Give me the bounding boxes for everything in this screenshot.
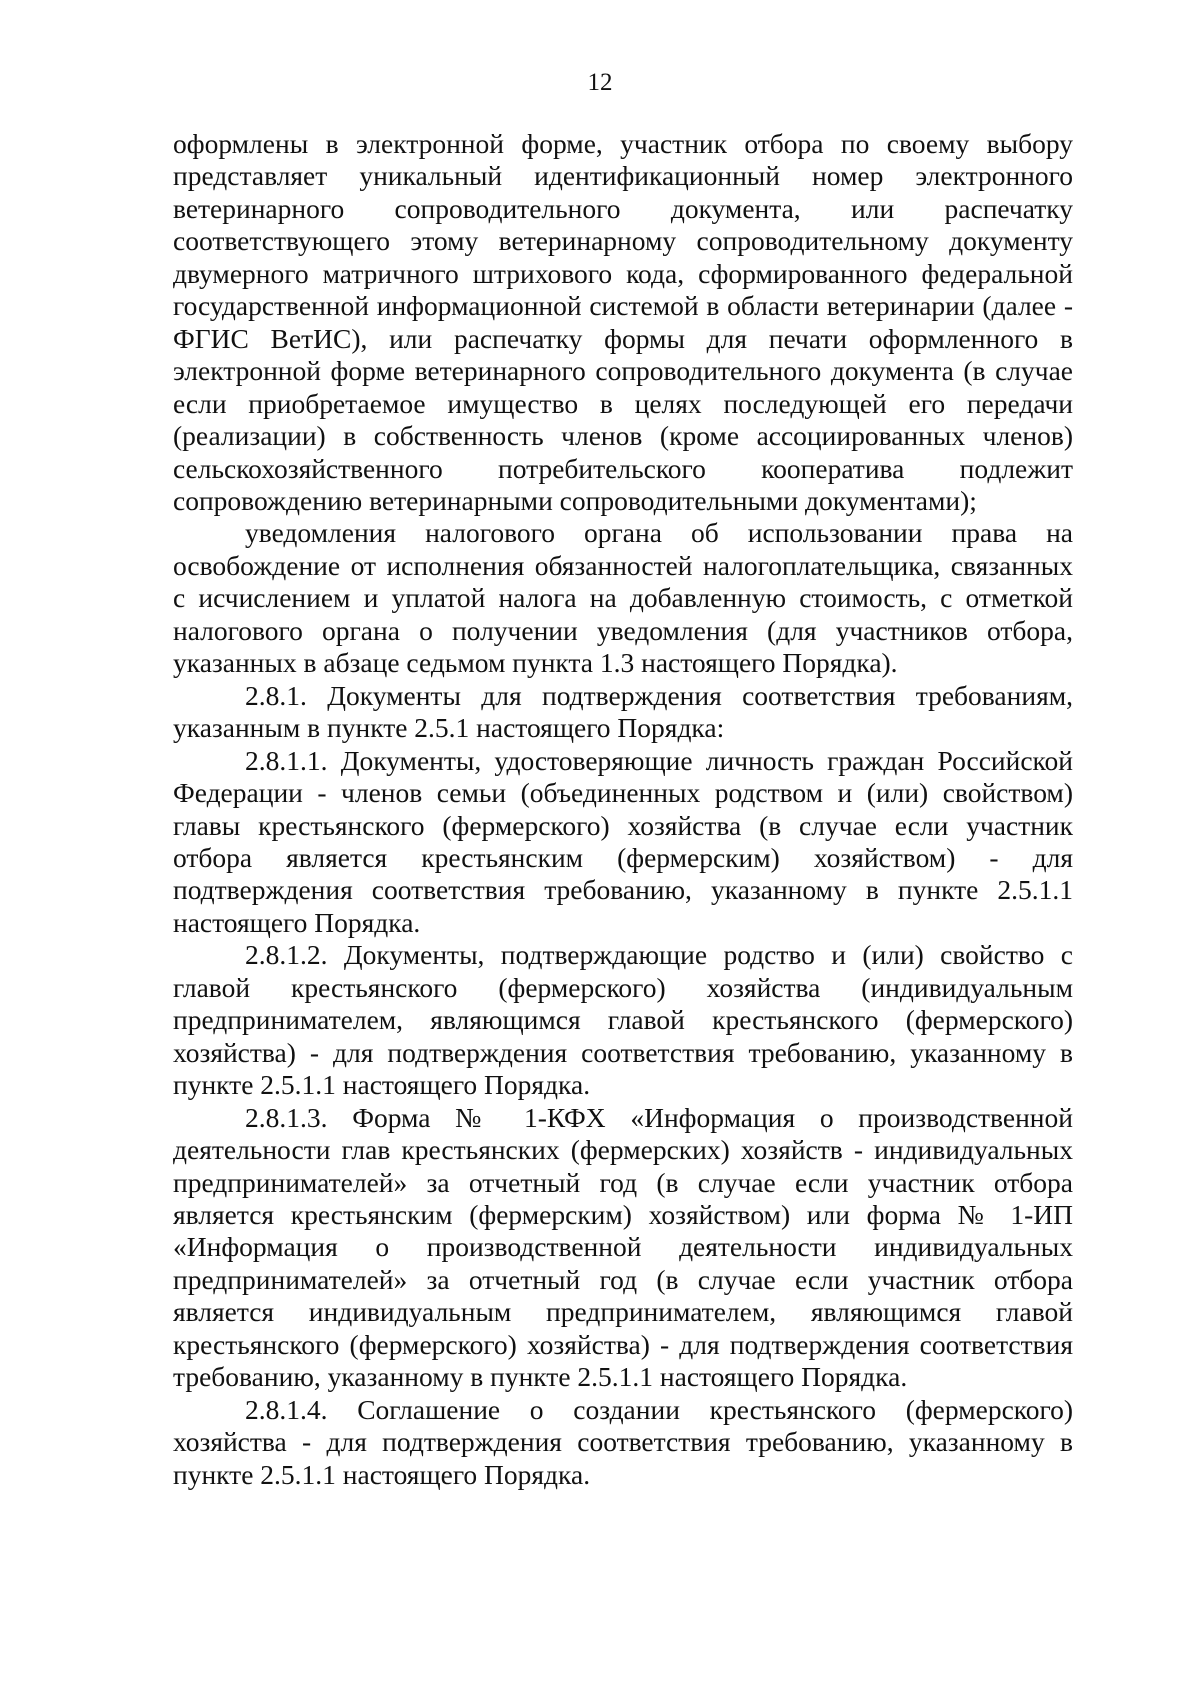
paragraph-notification: уведомления налогового органа об использовании права на освобождение от исполнения обязанностей налогоплательщика, связанных с исчислением и уплатой налога на добавленную стоимость, с отметкой налогового органа о получении уведомления (для участников отбора, указанных в абзаце седьмом пункта 1.3 настоящего Порядка). [173, 517, 1073, 679]
page-number: 12 [587, 69, 613, 96]
paragraph-2-8-1-1: 2.8.1.1. Документы, удостоверяющие личность граждан Российской Федерации - членов семьи (объединенных родством и (или) свойством) главы крестьянского (фермерского) хозяйства (в случае если участник отбора является крестьянским (фермерским) хозяйством) - для подтверждения соответствия требованию, указанному в пункте 2.5.1.1 настоящего Порядка. [173, 744, 1073, 938]
paragraph-2-8-1-3: 2.8.1.3. Форма № 1-КФХ «Информация о производственной деятельности глав крестьянских (фермерских) хозяйств - индивидуальных предпринимателей» за отчетный год (в случае если участник отбора является крестьянским (фермерским) хозяйством) или форма № 1-ИП «Информация о производственной деятельности индивидуальных предпринимателей» за отчетный год (в случае если участник отбора является индивидуальным предпринимателем, являющимся главой крестьянского (фермерского) хозяйства) - для подтверждения соответствия требованию, указанному в пункте 2.5.1.1 настоящего Порядка. [173, 1101, 1073, 1393]
paragraph-continuation: оформлены в электронной форме, участник отбора по своему выбору представляет уникальный идентификационный номер электронного ветеринарного сопроводительного документа, или распечатку соответствующего этому ветеринарному сопроводительному документу двумерного матричного штрихового кода, сформированного федеральной государственной информационной системой в области ветеринарии (далее - ФГИС ВетИС), или распечатку формы для печати оформленного в электронной форме ветеринарного сопроводительного документа (в случае если приобретаемое имущество в целях последующей его передачи (реализации) в собственность членов (кроме ассоциированных членов) сельскохозяйственного потребительского кооператива подлежит сопровождению ветеринарными сопроводительными документами); [173, 128, 1073, 516]
paragraph-2-8-1-4: 2.8.1.4. Соглашение о создании крестьянского (фермерского) хозяйства - для подтверждения соответствия требованию, указанному в пункте 2.5.1.1 настоящего Порядка. [173, 1393, 1073, 1490]
paragraph-2-8-1: 2.8.1. Документы для подтверждения соответствия требованиям, указанным в пункте 2.5.1 настоящего Порядка: [173, 679, 1073, 744]
document-body [173, 128, 1073, 1491]
paragraph-2-8-1-2: 2.8.1.2. Документы, подтверждающие родство и (или) свойство с главой крестьянского (фермерского) хозяйства (индивидуальным предпринимателем, являющимся главой крестьянского (фермерского) хозяйства) - для подтверждения соответствия требованию, указанному в пункте 2.5.1.1 настоящего Порядка. [173, 939, 1073, 1101]
